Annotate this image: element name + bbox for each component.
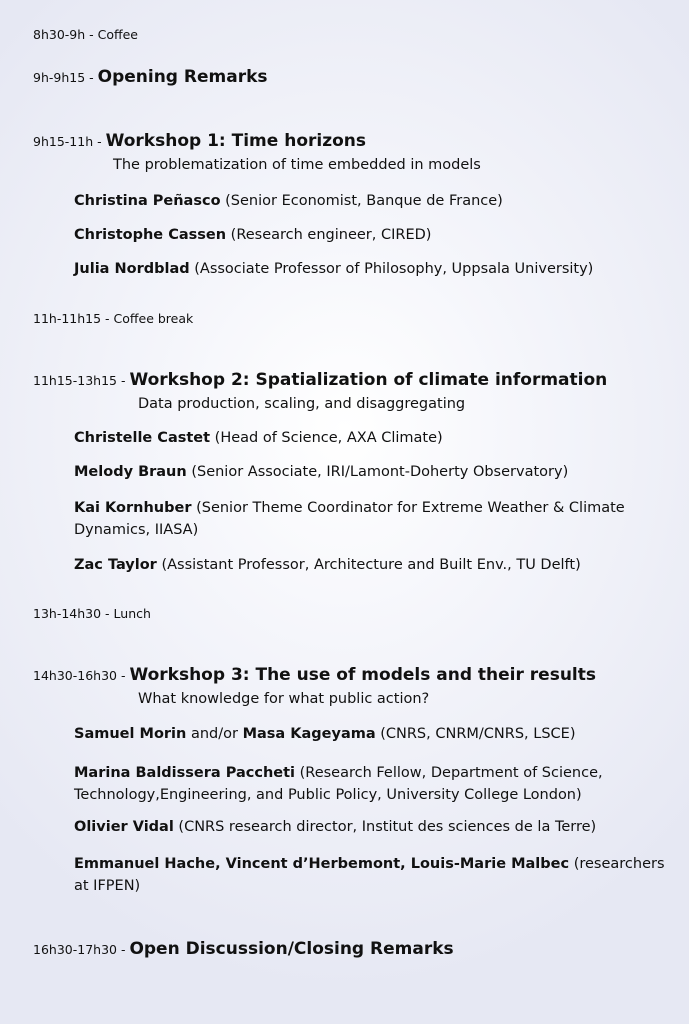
slot-label: Coffee bbox=[97, 27, 138, 42]
speaker bbox=[74, 261, 593, 277]
speaker bbox=[74, 193, 503, 209]
workshop-subtitle: What knowledge for what public action? bbox=[138, 691, 430, 707]
speaker-role: (Research Fellow, Department of Science, Technology,Engineering, and Public Policy, University College London) bbox=[74, 765, 603, 803]
speaker-connector: and/or bbox=[186, 726, 243, 742]
schedule-item-lunch bbox=[33, 606, 151, 621]
speaker-name: Samuel Morin bbox=[74, 726, 187, 742]
schedule-item-closing bbox=[33, 939, 454, 959]
speaker-name: Masa Kageyama bbox=[242, 726, 376, 742]
workshop-subtitle: The problematization of time embedded in models bbox=[113, 157, 481, 173]
schedule-item-workshop-3 bbox=[33, 665, 596, 685]
time-slot: 13h-14h30 - bbox=[33, 606, 114, 621]
speaker bbox=[74, 819, 596, 835]
speaker-role: (Head of Science, AXA Climate) bbox=[210, 430, 443, 446]
speaker-name: Emmanuel Hache, Vincent d’Herbemont, Louis-Marie Malbec bbox=[74, 856, 570, 872]
speaker-name: Zac Taylor bbox=[74, 557, 157, 573]
speaker-role: (researchers at IFPEN) bbox=[74, 856, 665, 894]
time-slot: 14h30-16h30 - bbox=[33, 668, 130, 683]
speaker-role: (CNRS research director, Institut des sciences de la Terre) bbox=[173, 819, 597, 835]
speaker-name: Marina Baldissera Paccheti bbox=[74, 765, 295, 781]
schedule-item-workshop-2 bbox=[33, 370, 607, 390]
time-slot: 9h15-11h - bbox=[33, 134, 106, 149]
time-slot: 11h-11h15 - bbox=[33, 311, 114, 326]
speaker-name: Kai Kornhuber bbox=[74, 500, 192, 516]
workshop-title: Workshop 3: The use of models and their results bbox=[129, 665, 597, 685]
slot-title: Open Discussion/Closing Remarks bbox=[129, 939, 454, 959]
slot-label: Lunch bbox=[113, 606, 151, 621]
schedule-item-workshop-1 bbox=[33, 131, 366, 151]
speaker-name: Melody Braun bbox=[74, 464, 187, 480]
workshop-subtitle: Data production, scaling, and disaggregating bbox=[138, 396, 466, 412]
schedule-item-coffee bbox=[33, 27, 138, 42]
speaker-name: Christophe Cassen bbox=[74, 227, 227, 243]
speaker bbox=[74, 464, 568, 480]
workshop-title: Workshop 1: Time horizons bbox=[105, 131, 366, 151]
time-slot: 9h-9h15 - bbox=[33, 70, 98, 85]
workshop-title: Workshop 2: Spatialization of climate information bbox=[129, 370, 608, 390]
speaker bbox=[74, 430, 443, 446]
speaker bbox=[74, 497, 674, 541]
speaker bbox=[74, 762, 634, 806]
speaker-name: Julia Nordblad bbox=[74, 261, 190, 277]
speaker bbox=[74, 853, 669, 897]
time-slot: 11h15-13h15 - bbox=[33, 373, 130, 388]
speaker-role: (Senior Theme Coordinator for Extreme Weather & Climate Dynamics, IIASA) bbox=[74, 500, 625, 538]
speaker-role: (Senior Associate, IRI/Lamont-Doherty Observatory) bbox=[186, 464, 569, 480]
speaker-name: Olivier Vidal bbox=[74, 819, 174, 835]
speaker bbox=[74, 726, 576, 742]
time-slot: 16h30-17h30 - bbox=[33, 942, 130, 957]
speaker-role: (Senior Economist, Banque de France) bbox=[220, 193, 503, 209]
time-slot: 8h30-9h - bbox=[33, 27, 98, 42]
speaker bbox=[74, 557, 581, 573]
speaker-name: Christelle Castet bbox=[74, 430, 211, 446]
speaker-role: (Research engineer, CIRED) bbox=[226, 227, 432, 243]
slot-label: Coffee break bbox=[113, 311, 194, 326]
speaker-role: (Assistant Professor, Architecture and Built Env., TU Delft) bbox=[156, 557, 581, 573]
schedule-item-opening bbox=[33, 67, 268, 87]
speaker-role: (Associate Professor of Philosophy, Uppsala University) bbox=[189, 261, 594, 277]
slot-title: Opening Remarks bbox=[97, 67, 268, 87]
schedule-item-coffee-break bbox=[33, 311, 193, 326]
speaker-role: (CNRS, CNRM/CNRS, LSCE) bbox=[375, 726, 576, 742]
speaker bbox=[74, 227, 431, 243]
speaker-name: Christina Peñasco bbox=[74, 193, 221, 209]
